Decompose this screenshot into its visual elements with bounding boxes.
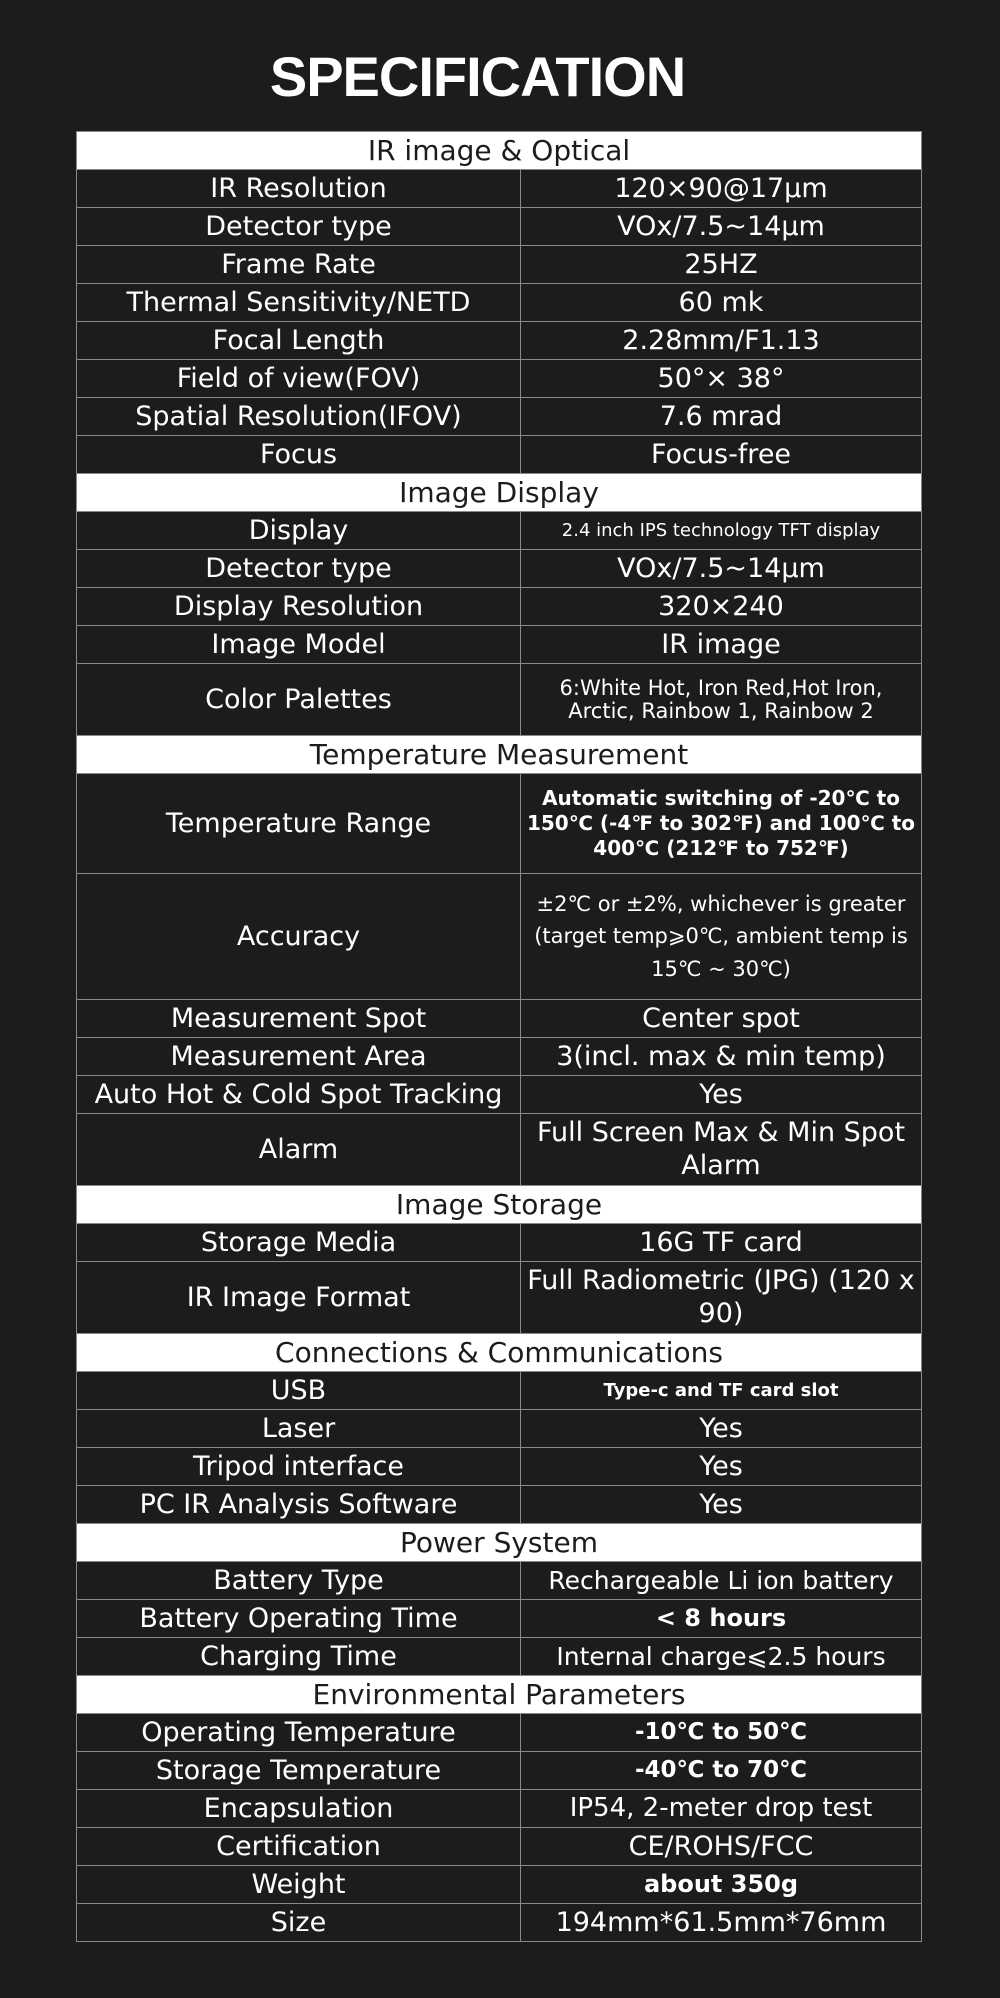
spec-row — [77, 1828, 922, 1866]
spec-value: Full Screen Max & Min Spot Alarm — [521, 1114, 922, 1186]
spec-label: Detector type — [77, 208, 521, 246]
spec-value: VOx/7.5~14μm — [521, 550, 922, 588]
spec-value: Automatic switching of -20℃ to 150℃ (-4℉ to 302℉) and 100℃ to 400℃ (212℉ to 752℉) — [521, 774, 922, 874]
spec-label: Operating Temperature — [77, 1714, 521, 1752]
spec-row — [77, 360, 922, 398]
spec-value: Internal charge⩽2.5 hours — [521, 1638, 922, 1676]
spec-label: Image Model — [77, 626, 521, 664]
spec-label: Display — [77, 512, 521, 550]
spec-label: PC IR Analysis Software — [77, 1486, 521, 1524]
spec-label: Weight — [77, 1866, 521, 1904]
spec-label: Encapsulation — [77, 1790, 521, 1828]
spec-label: Focus — [77, 436, 521, 474]
spec-row — [77, 774, 922, 874]
spec-label: Temperature Range — [77, 774, 521, 874]
spec-label: USB — [77, 1372, 521, 1410]
spec-row — [77, 1224, 922, 1262]
section-header-temp — [77, 736, 922, 774]
spec-label: IR Image Format — [77, 1262, 521, 1334]
spec-value: Center spot — [521, 1000, 922, 1038]
spec-value: Yes — [521, 1410, 922, 1448]
spec-value: 120×90@17μm — [521, 170, 922, 208]
spec-value: Yes — [521, 1076, 922, 1114]
spec-row — [77, 1076, 922, 1114]
section-header-display — [77, 474, 922, 512]
spec-row — [77, 246, 922, 284]
spec-label: Auto Hot & Cold Spot Tracking — [77, 1076, 521, 1114]
section-header-power — [77, 1524, 922, 1562]
section-header-ir — [77, 132, 922, 170]
spec-value: 3(incl. max & min temp) — [521, 1038, 922, 1076]
spec-value: Yes — [521, 1486, 922, 1524]
spec-label: Battery Type — [77, 1562, 521, 1600]
spec-value: 2.28mm/F1.13 — [521, 322, 922, 360]
spec-label: Spatial Resolution(IFOV) — [77, 398, 521, 436]
spec-value: Focus-free — [521, 436, 922, 474]
page-title: SPECIFICATION — [269, 45, 686, 108]
spec-label: Color Palettes — [77, 664, 521, 736]
spec-row — [77, 550, 922, 588]
spec-label: Size — [77, 1904, 521, 1942]
spec-row — [77, 1600, 922, 1638]
spec-label: Measurement Spot — [77, 1000, 521, 1038]
spec-row — [77, 322, 922, 360]
section-title: Image Storage — [77, 1186, 922, 1224]
spec-row — [77, 1262, 922, 1334]
spec-row — [77, 170, 922, 208]
spec-value: Full Radiometric (JPG) (120 x 90) — [521, 1262, 922, 1334]
spec-value: VOx/7.5~14μm — [521, 208, 922, 246]
spec-value: 7.6 mrad — [521, 398, 922, 436]
spec-value: 25HZ — [521, 246, 922, 284]
spec-table — [76, 131, 922, 1942]
section-title: Power System — [77, 1524, 922, 1562]
section-title: Environmental Parameters — [77, 1676, 922, 1714]
spec-value: Rechargeable Li ion battery — [521, 1562, 922, 1600]
spec-row — [77, 398, 922, 436]
section-title: Image Display — [77, 474, 922, 512]
spec-row — [77, 284, 922, 322]
spec-label: Accuracy — [77, 874, 521, 1000]
spec-row — [77, 874, 922, 1000]
spec-label: Measurement Area — [77, 1038, 521, 1076]
spec-row — [77, 1448, 922, 1486]
spec-row — [77, 208, 922, 246]
spec-row — [77, 1638, 922, 1676]
spec-value: Yes — [521, 1448, 922, 1486]
spec-label: Certification — [77, 1828, 521, 1866]
spec-row — [77, 588, 922, 626]
spec-row — [77, 512, 922, 550]
spec-value: -40℃ to 70℃ — [521, 1752, 922, 1790]
spec-value: IP54, 2-meter drop test — [521, 1790, 922, 1828]
spec-row — [77, 626, 922, 664]
spec-value: Type-c and TF card slot — [521, 1372, 922, 1410]
spec-value: 50°× 38° — [521, 360, 922, 398]
spec-value: ±2℃ or ±2%, whichever is greater (target temp⩾0℃, ambient temp is 15℃ ~ 30℃) — [521, 874, 922, 1000]
spec-row — [77, 436, 922, 474]
spec-label: Field of view(FOV) — [77, 360, 521, 398]
spec-label: Thermal Sensitivity/NETD — [77, 284, 521, 322]
spec-row — [77, 1114, 922, 1186]
spec-label: Alarm — [77, 1114, 521, 1186]
spec-value: -10℃ to 50℃ — [521, 1714, 922, 1752]
spec-value: 320×240 — [521, 588, 922, 626]
spec-label: Tripod interface — [77, 1448, 521, 1486]
spec-label: Battery Operating Time — [77, 1600, 521, 1638]
section-title: Connections & Communications — [77, 1334, 922, 1372]
spec-row — [77, 1790, 922, 1828]
spec-label: Charging Time — [77, 1638, 521, 1676]
spec-value: CE/ROHS/FCC — [521, 1828, 922, 1866]
spec-row — [77, 1410, 922, 1448]
spec-value: 60 mk — [521, 284, 922, 322]
spec-label: IR Resolution — [77, 170, 521, 208]
spec-row — [77, 1904, 922, 1942]
spec-label: Focal Length — [77, 322, 521, 360]
spec-label: Storage Media — [77, 1224, 521, 1262]
spec-value: 6:White Hot, Iron Red,Hot Iron, Arctic, Rainbow 1, Rainbow 2 — [521, 664, 922, 736]
spec-value: about 350g — [521, 1866, 922, 1904]
spec-label: Frame Rate — [77, 246, 521, 284]
spec-label: Display Resolution — [77, 588, 521, 626]
section-header-connections — [77, 1334, 922, 1372]
spec-label: Storage Temperature — [77, 1752, 521, 1790]
spec-value: IR image — [521, 626, 922, 664]
spec-row — [77, 1866, 922, 1904]
spec-row — [77, 1000, 922, 1038]
spec-value: < 8 hours — [521, 1600, 922, 1638]
section-header-storage — [77, 1186, 922, 1224]
section-title: IR image & Optical — [77, 132, 922, 170]
spec-row — [77, 1038, 922, 1076]
section-header-environment — [77, 1676, 922, 1714]
spec-row — [77, 1372, 922, 1410]
spec-row — [77, 1486, 922, 1524]
spec-row — [77, 1714, 922, 1752]
spec-label: Detector type — [77, 550, 521, 588]
spec-row — [77, 1562, 922, 1600]
section-title: Temperature Measurement — [77, 736, 922, 774]
spec-row — [77, 664, 922, 736]
spec-row — [77, 1752, 922, 1790]
spec-value: 16G TF card — [521, 1224, 922, 1262]
spec-label: Laser — [77, 1410, 521, 1448]
spec-value: 194mm*61.5mm*76mm — [521, 1904, 922, 1942]
spec-value: 2.4 inch IPS technology TFT display — [521, 512, 922, 550]
